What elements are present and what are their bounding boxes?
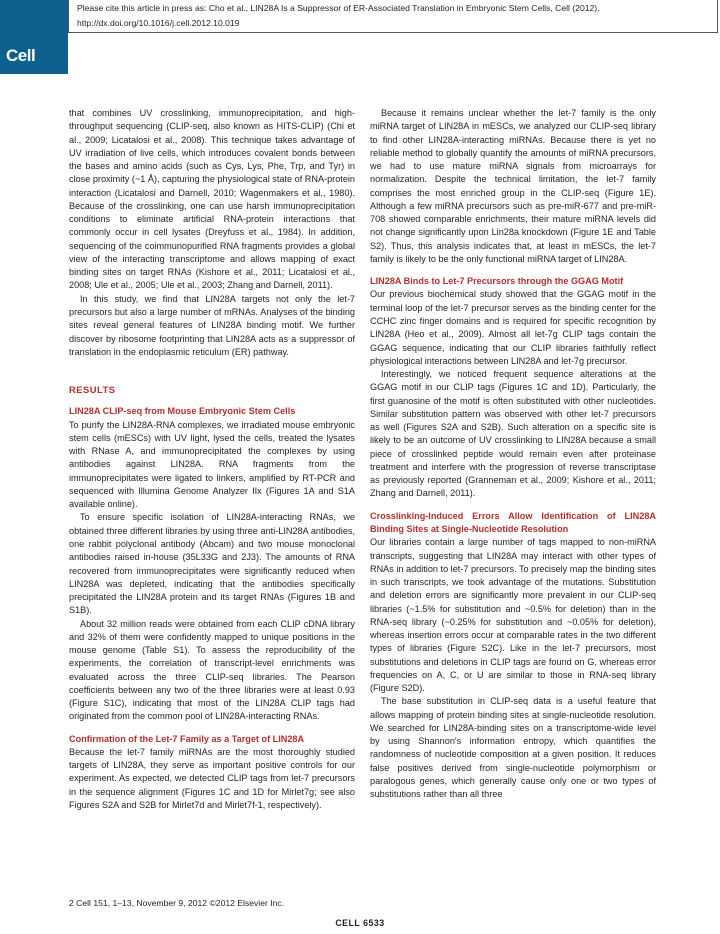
section-heading-results: RESULTS [69, 384, 116, 396]
journal-logo: Cell [6, 46, 36, 65]
left-column [69, 107, 355, 812]
subsection-heading: Crosslinking-Induced Errors Allow Identification of LIN28A Binding Sites at Single-Nucleotide Resolution [370, 510, 656, 534]
paragraph: Interestingly, we noticed frequent sequence alterations at the GGAG motif in our CLIP tags (Figures 1C and 1D). Particularly, the first guanosine of the motif is often substituted with other nucleotides. Similar substitution pattern was observed with other let-7 precursors as well (Figures S2A and S2B). Such alteration on a specific site is likely to be an outcome of UV crosslinking to LIN28A because a small piece of crosslinked peptide would remain even after proteinase treatment and interfere with the progression of reverse transcriptase as previously reported (Granneman et al., 2009; Kishore et al., 2011; Zhang and Darnell, 2011). [370, 369, 656, 499]
paragraph: To purify the LIN28A-RNA complexes, we irradiated mouse embryonic stem cells (mESCs) with UV light, lysed the cells, treated the lysates with RNase A, and immunoprecipitated the complexes by using antibodies against LIN28A. RNA fragments from the immunoprecipitates were ligated to linkers, amplified by RT-PCR and sequenced with Illumina Genome Analyzer IIx (Figures 1A and S1A available online). [69, 419, 355, 510]
paragraph: Our previous biochemical study showed that the GGAG motif in the terminal loop of the let-7 precursor serves as the binding center for the CCHC zinc finger domains and is required for specific recognition by LIN28A (Heo et al., 2009). Almost all let-7g CLIP tags contain the GGAG sequence, indicating that our CLIP libraries faithfully reflect physiological interactions between LIN28A and let-7g precursor. [370, 289, 656, 366]
paragraph: Because the let-7 family miRNAs are the most thoroughly studied targets of LIN28A, they serve as important positive controls for our experiment. As expected, we detected CLIP tags from let-7 precursors in the sequence alignment (Figures 1C and 1D for Mirlet7g; see also Figures S2A and S2B for Mirlet7d and Mirlet7f-1, respectively). [69, 746, 355, 811]
subsection-heading: LIN28A Binds to Let-7 Precursors through the GGAG Motif [370, 276, 624, 287]
citation-line-2[interactable]: http://dx.doi.org/10.1016/j.cell.2012.10.019 [77, 18, 240, 28]
right-column [370, 107, 656, 802]
citation-box [68, 0, 718, 33]
citation-line-1: Please cite this article in press as: Cho et al., LIN28A Is a Suppressor of ER-Associated Translation in Embryonic Stem Cells, Cell (2012), [77, 3, 600, 13]
paragraph: The base substitution in CLIP-seq data is a useful feature that allows mapping of protein binding sites at single-nucleotide resolution. We searched for LIN28A-binding sites on a transcriptome-wide level by using Shannon's information entropy, which quantifies the randomness of nucleotide composition at a given position. It reduces false positives derived from single-nucleotide polymorphism or paralogous genes, which generally cause only one or two types of substitutions rather than all three [370, 696, 656, 800]
paragraph: Because it remains unclear whether the let-7 family is the only miRNA target of LIN28A in mESCs, we analyzed our CLIP-seq library to find other LIN28A-interacting miRNAs. Because there is yet no reliable method to globally quantify the amounts of miRNA precursors, we had to use mature miRNA signals from microarrays for normalization. Despite the technical limitation, the let-7 family comprises the most enriched group in the CLIP-seq (Figure 1E). Although a few miRNA precursors such as pre-miR-677 and pre-miR-708 showed comparable enrichments, their mature miRNA levels did not change significantly upon Lin28a knockdown (Figure 1E and Table S2). Thus, this analysis indicates that, at least in mESCs, the let-7 family is likely to be the only functional miRNA target of LIN28A. [370, 108, 656, 264]
page-code: CELL 6533 [335, 918, 385, 928]
subsection-heading: LIN28A CLIP-seq from Mouse Embryonic Stem Cells [69, 406, 296, 417]
journal-logo-bar [0, 0, 68, 74]
paragraph: About 32 million reads were obtained from each CLIP cDNA library and 32% of them were confidently mapped to unique positions in the mouse genome (Table S1). To assess the reproducibility of the experiments, the correlation of transcript-level enrichments was evaluated across the three CLIP-seq libraries. The Pearson coefficients between any two of the three libraries were at least 0.93 (Figure S1C), indicating that most of the LIN28A CLIP tags had originated from the common pool of LIN28A-interacting RNAs. [69, 618, 355, 722]
subsection-heading: Confirmation of the Let-7 Family as a Target of LIN28A [69, 733, 305, 744]
paragraph: that combines UV crosslinking, immunoprecipitation, and high-throughput sequencing (CLIP-seq, also known as HITS-CLIP) (Chi et al., 2009; Licatalosi et al., 2008). This technique takes advantage of UV irradiation of live cells, which introduces covalent bonds between the bases and amino acids (such as Cys, Lys, Phe, Trp, and Tyr) in close proximity (~1 Å), capturing the physiological state of RNA-protein interaction (Licatalosi and Darnell, 2010; Wagenmakers et al., 1980). Because of the crosslinking, one can use harsh immunoprecipitation conditions to eliminate artificial RNA-protein interactions that commonly occur in cell lysates (Dreyfuss et al., 1984). In addition, sequencing of the coimmunopurified RNA fragments provides a global view of the interacting transcriptome and allows mapping of exact binding sites on target RNAs (Kishore et al., 2011; Licatalosi et al., 2008; Ule et al., 2005; Ule et al., 2003; Zhang and Darnell, 2011). [69, 108, 355, 291]
paragraph: To ensure specific isolation of LIN28A-interacting RNAs, we obtained three different libraries by using three anti-LIN28A antibodies, one rabbit polyclonal antibody (Abcam) and two mouse monoclonal antibodies raised in-house (35L33G and 2J3). The amounts of RNA recovered from immunoprecipitates were significantly reduced when LIN28A was depleted, indicating that the antibodies specifically precipitated the LIN28A protein and its target RNAs (Figures 1B and S1B). [69, 512, 355, 616]
paragraph: In this study, we find that LIN28A targets not only the let-7 precursors but also a large number of mRNAs. Analyses of the binding sites reveal general features of LIN28A binding motif. We further discover by ribosome footprinting that LIN28A acts as a suppressor of translation in the endoplasmic reticulum (ER) pathway. [69, 293, 355, 357]
page-footer: 2 Cell 151, 1–13, November 9, 2012 ©2012 Elsevier Inc. [69, 898, 285, 908]
paragraph: Our libraries contain a large number of tags mapped to non-miRNA transcripts, suggesting that LIN28A may interact with other types of RNAs in addition to let-7 precursors. To precisely map the binding sites in such transcripts, we took advantage of the mutations. Substitution and deletion errors are significantly more prevalent in our CLIP-seq libraries (~1.5% for substitution and ~0.5% for deletion) than in the RNA-seq library (~0.25% for substitution and ~0.05% for deletion), whereas insertion errors occur at comparable rates in the two different types of libraries (Figure S2C). Like in the let-7 precursors, most substitutions and deletions in CLIP tags are found on G, whereas error frequencies on A, C, or U are similar to those in RNA-seq library (Figure S2D). [370, 537, 656, 694]
